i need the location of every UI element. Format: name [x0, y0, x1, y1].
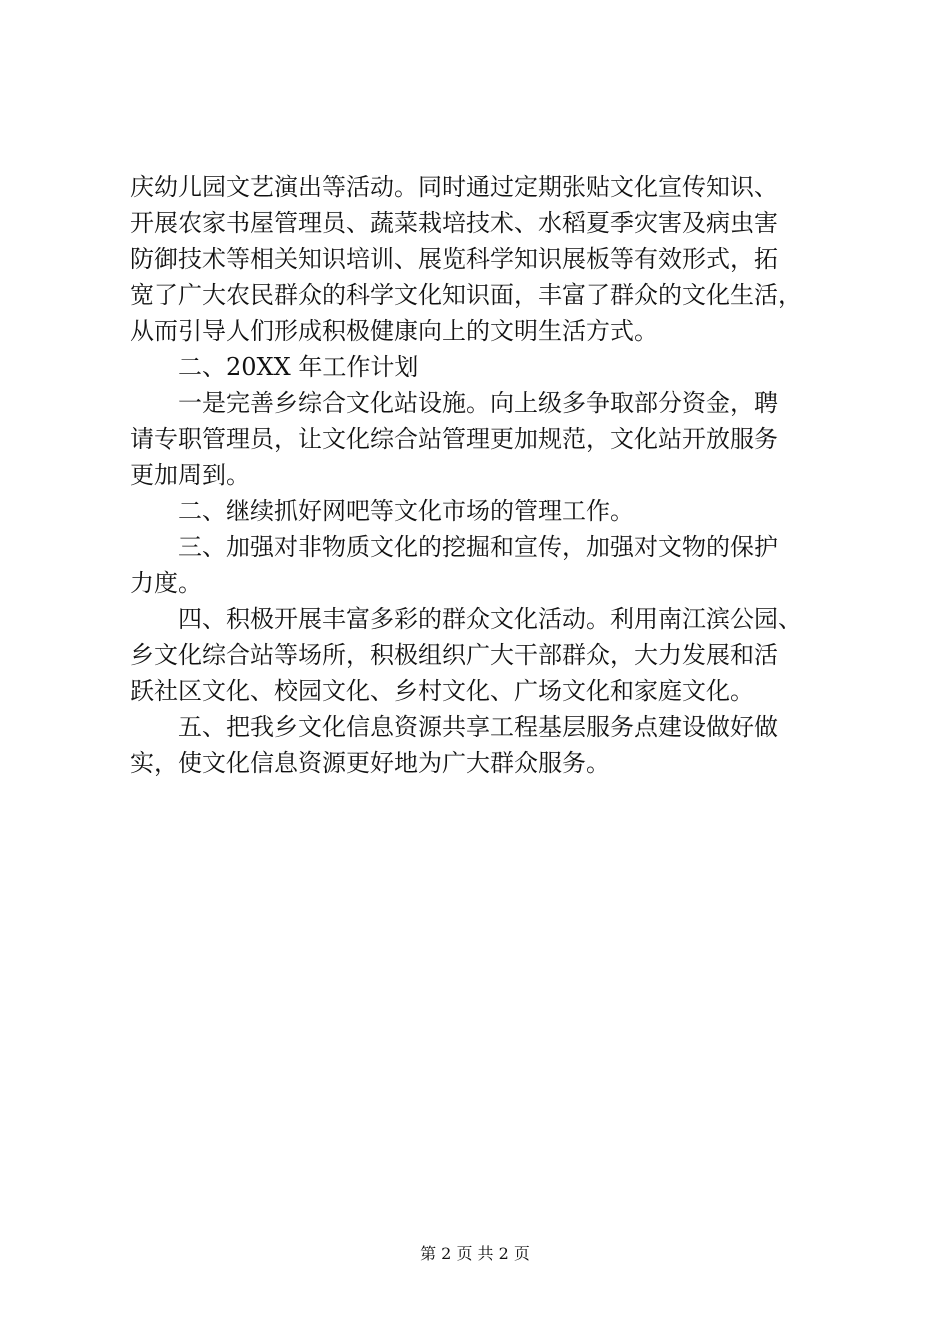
- page-footer: 第 2 页 共 2 页: [420, 1244, 530, 1263]
- body-text-line: 乡文化综合站等场所，积极组织广大干部群众，大力发展和活: [130, 641, 778, 669]
- body-text-line: 宽了广大农民群众的科学文化知识面，丰富了群众的文化生活，: [130, 281, 802, 309]
- body-text-line: 防御技术等相关知识培训、展览科学知识展板等有效形式，拓: [130, 245, 778, 273]
- body-text-line: 实，使文化信息资源更好地为广大群众服务。: [130, 749, 610, 777]
- body-text-line: 三、加强对非物质文化的挖掘和宣传，加强对文物的保护: [178, 533, 778, 561]
- body-text-line: 庆幼儿园文艺演出等活动。同时通过定期张贴文化宣传知识、: [130, 173, 778, 201]
- body-text-line: 从而引导人们形成积极健康向上的文明生活方式。: [130, 317, 658, 345]
- body-text-line: 更加周到。: [130, 461, 250, 489]
- body-text-line: 一是完善乡综合文化站设施。向上级多争取部分资金，聘: [178, 389, 778, 417]
- body-text-line: 二、继续抓好网吧等文化市场的管理工作。: [178, 497, 634, 525]
- body-text-line: 四、积极开展丰富多彩的群众文化活动。利用南江滨公园、: [178, 605, 802, 633]
- section-heading: 二、20XX 年工作计划: [178, 353, 419, 381]
- body-text-line: 五、把我乡文化信息资源共享工程基层服务点建设做好做: [178, 713, 778, 741]
- body-text-line: 请专职管理员，让文化综合站管理更加规范，文化站开放服务: [130, 425, 778, 453]
- body-text-line: 跃社区文化、校园文化、乡村文化、广场文化和家庭文化。: [130, 677, 754, 705]
- body-text-line: 开展农家书屋管理员、蔬菜栽培技术、水稻夏季灾害及病虫害: [130, 209, 778, 237]
- body-text-line: 力度。: [130, 569, 202, 597]
